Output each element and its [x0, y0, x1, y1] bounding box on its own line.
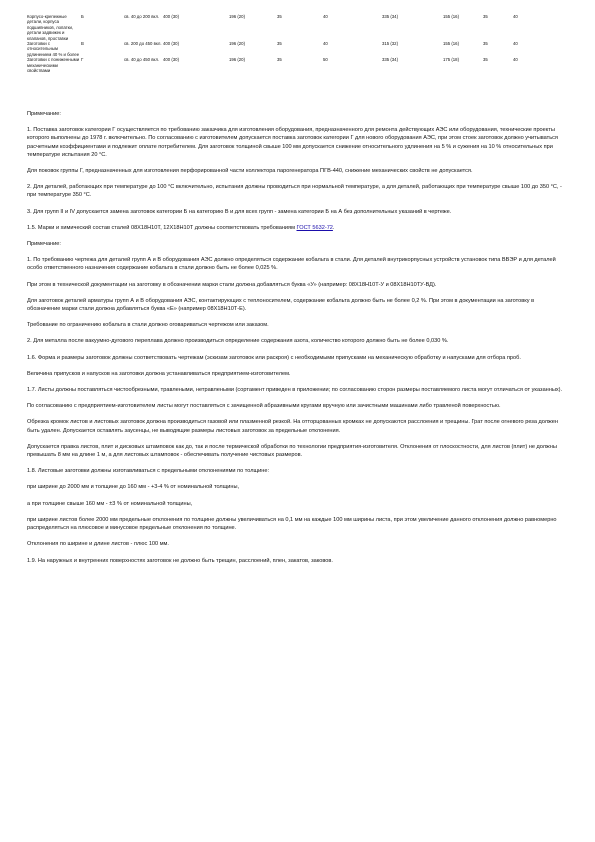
table-cell: 175 (18) — [443, 57, 460, 63]
paragraph: при ширине до 2000 мм и толщине до 160 мм - +3-4 % от номинальной толщины, — [27, 484, 240, 491]
gost-link[interactable]: ГОСТ 5632-72 — [296, 224, 333, 231]
paragraph: 1.8. Листовые заготовки должны изготавливаться с предельными отклонениями по толщине: — [27, 468, 270, 475]
table-cell: 400 (30) — [163, 14, 180, 19]
table-cell: 35 — [483, 14, 488, 19]
table-cell: 400 (30) — [163, 57, 180, 63]
table-cell: 35 — [277, 57, 282, 63]
table-cell: 335 (34) — [382, 57, 399, 63]
paragraph: Для заготовок деталей арматуры групп А и В оборудования АЭС, контактирующих с теплоносителем, содержание кобальта должно быть не более 0,2 %. При этом в документации на заготовку в обозначение марки стали должна добавляться буква «Е» (например 08Х18Н10Т-Е). — [27, 297, 535, 313]
paragraph: 1.7. Листы должны поставляться чистообрезными, травлеными, нетравлеными (сортамент приведен в приложении; по согласованию сторон размеры поставляемого листа могут отличаться от указанных). — [27, 387, 563, 394]
table-cell: св. 40 до 200 вкл. — [124, 14, 160, 19]
paragraph: Отклонения по ширине и длине листов - плюс 100 мм. — [27, 541, 169, 548]
paragraph: а при толщине свыше 160 мм - ±3 % от номинальной толщины, — [27, 500, 193, 507]
paragraph: 1.5. Марки и химический состав сталей 08Х18Н10Т, 12Х18Н10Т должны соответствовать требованиям ГОСТ 5632-72. — [27, 224, 335, 231]
paragraph: 1.9. На наружных и внутренних поверхностях заготовок не должно быть трещин, расслоений, плен, закатов, заковов. — [27, 557, 333, 564]
paragraph-text: 1.5. Марки и химический состав сталей 08Х18Н10Т, 12Х18Н10Т должны соответствовать требованиям — [27, 224, 295, 231]
table-cell: 35 — [483, 41, 488, 47]
paragraph: Обрезка кромок листов и листовых заготовок должна производиться газовой или плазменной резкой. На отторцованных кромках не допускаются расслоения и трещины. Грат после огневого реза должен быть удален. Допускается оставлять заусенцы, не выводящие размеры листовых заготовок за предельные отклонения. — [27, 419, 558, 434]
paragraph: При этом в технической документации на заготовку в обозначении марки стали должна добавляться буква «У» (например: 08Х18Н10Т-У и 08Х18Н10ТУ-ВД). — [27, 281, 437, 288]
table-row — [27, 14, 518, 41]
paragraph: 1.6. Форма и размеры заготовок должны соответствовать чертежам (эскизам заготовок или раскроя) с необходимыми припусками на механическую обработку и напусками для отбора проб. — [27, 354, 521, 361]
paragraph: 1. Поставка заготовок категории Г осуществляется по требованию заказчика для изготовления оборудования, предназначенного для ремонта действующих АЭС или оборудования, технические проекты которого выполнены до 1978 г. включительно. По согласованию с изготовителем допускается поставка заготовок категории Г для нового оборудования АЭС, при этом стоек заготовок должно учитываться расчетными коэффициентами и подлежит оплате потребителем. Для заготовок толщиной свыше 100 мм допускается снижение относительного удлинения на 5 % и сужения на 10 % относительных при температуре испытания 20 °С. — [27, 127, 558, 158]
paragraph: По согласованию с предприятием-изготовителем листы могут поставляться с зачищенной абразивными кругами вручную или зачистными машинами либо травленой поверхностью. — [27, 403, 501, 410]
table-cell: 40 — [323, 14, 328, 19]
table-cell: 35 — [277, 14, 282, 19]
table-cell: 50 — [323, 57, 328, 63]
paragraph: Требование по ограничению кобальта в стали должно оговариваться чертежом или заказом. — [27, 322, 269, 329]
properties-table — [27, 14, 518, 73]
table-cell: 35 — [277, 41, 282, 47]
paragraph: 1. По требованию чертежа для деталей групп А и В оборудования АЭС должно определяться содержание кобальта в стали. Для деталей внутрикорпусных устройств установок типа ВВЭР и для деталей особо ответственного назначения содержание кобальта в стали должно быть не более 0,025 %. — [27, 257, 556, 272]
table-cell: 335 (34) — [382, 14, 399, 19]
table-cell: В — [81, 41, 84, 47]
table-cell: 40 — [323, 41, 328, 47]
table-cell: 40 — [513, 41, 518, 47]
table-cell: св. 40 до 450 вкл. — [124, 57, 160, 63]
table-cell: 35 — [483, 57, 488, 63]
table-cell: Заготовки с пониженными механическими свойствами — [27, 57, 80, 74]
table-cell: 196 (20) — [229, 41, 246, 47]
paragraph: Допускается правка листов, плит и дисковых штамповок как до, так и после термической обработки по технологии предприятия-изготовителя. Отклонения от плоскостности, для листов (плит) не должны превышать 8 мм на длине 1 м, а для листовых штамповок - обеспечивать получение чистовых размеров. — [27, 443, 557, 459]
table-cell: 155 (16) — [443, 14, 460, 19]
table-cell: 155 (16) — [443, 41, 460, 47]
table-cell: 196 (20) — [229, 57, 246, 63]
table-cell: Г — [81, 57, 84, 63]
table-cell: 196 (20) — [229, 14, 246, 19]
paragraph: при ширине листов более 2000 мм предельные отклонения по толщине должны увеличиваться на 0,1 мм на каждые 100 мм ширины листа, при этом увеличение данного отклонения должно равномерно распределяться на плюсовое и минусовое предельные отклонения по толщине. — [27, 516, 557, 532]
note-heading: Примечание: — [27, 241, 61, 248]
table-cell: Б — [81, 14, 84, 19]
table-cell: св. 200 до 450 вкл. — [124, 41, 162, 47]
paragraph: Величина припусков и напусков на заготовки должна устанавливаться предприятием-изготовителем. — [27, 370, 291, 377]
table-cell: Заготовки с относительным удлинением 40 % и более — [27, 41, 80, 57]
table-cell: 40 — [513, 57, 518, 63]
table-cell: Корпусо-крепежные детали, корпуса подшипников, лопатки, детали задвижек и клапанов, проставки — [27, 14, 74, 41]
paragraph: 2. Для деталей, работающих при температуре до 100 °С включительно, испытания должны проводиться при нормальной температуре, а для деталей, работающих при температуре свыше 100 до 350 °С, - при температуре 350 °С. — [27, 184, 562, 199]
note-heading: Примечание: — [27, 111, 61, 117]
table-cell: 315 (32) — [382, 41, 399, 47]
table-cell: 400 (30) — [163, 41, 180, 47]
table-cell: 40 — [513, 14, 518, 19]
table-row — [27, 57, 518, 73]
paragraph: 3. Для групп II и IV допускается замена заготовок категории Б на категорию В и для всех групп - замена категории Б на А без дополнительных указаний в чертеже. — [27, 208, 452, 215]
paragraph: 2. Для металла после вакуумно-дугового переплава должно производиться определение содержания азота, количество которого должно быть не более 0,030 %. — [27, 338, 449, 345]
table-row — [27, 41, 518, 57]
paragraph: Для поковок группы Г, предназначенных для изготовления перфорированной части коллектора парогенератора ПГВ-440, снижение механических свойств не допускается. — [27, 168, 473, 175]
document-body — [27, 110, 567, 573]
